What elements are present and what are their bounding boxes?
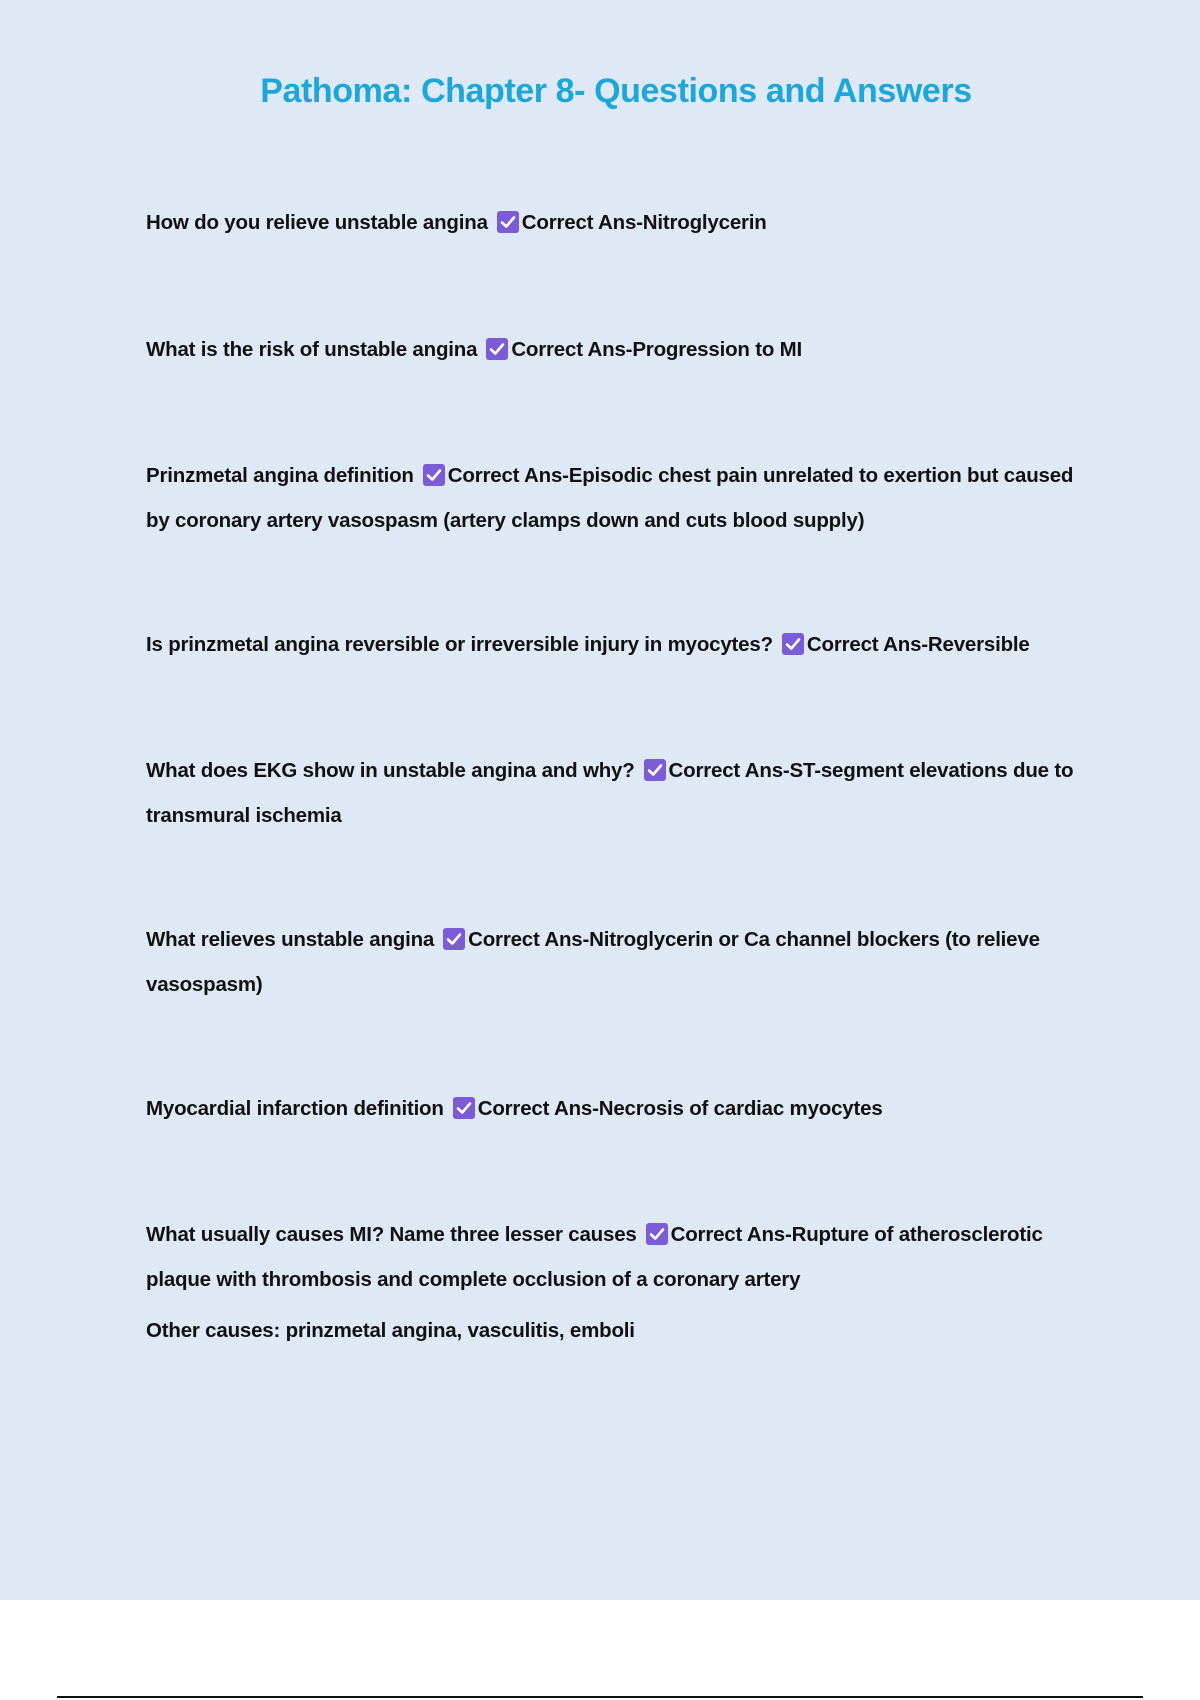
checkbox-checked-icon [453,1097,475,1119]
question-text: Prinzmetal angina definition [146,464,414,487]
qa-item-8 [146,1212,1096,1353]
question-text: What is the risk of unstable angina [146,338,478,361]
checkbox-checked-icon [644,759,666,781]
answer-text: Correct Ans-Necrosis of cardiac myocytes [477,1097,883,1120]
qa-item-2 [146,327,1096,372]
question-text: What relieves unstable angina [146,928,435,951]
checkbox-checked-icon [423,464,445,486]
qa-item-7 [146,1086,1096,1131]
answer-text: Correct Ans-Rupture of atherosclerotic plaque with thrombosis and complete occlusion of a coronary artery [146,1223,1043,1291]
answer-text: Correct Ans-Progression to MI [511,338,803,361]
question-text: What does EKG show in unstable angina and why? [146,759,635,782]
answer-text: Correct Ans-Nitroglycerin or Ca channel blockers (to relieve vasospasm) [146,928,1040,996]
answer-text: Correct Ans-Reversible [806,633,1030,656]
checkbox-checked-icon [486,338,508,360]
checkbox-checked-icon [782,633,804,655]
checkbox-checked-icon [497,211,519,233]
qa-item-3 [146,453,1096,543]
question-text: Myocardial infarction definition [146,1097,444,1120]
qa-item-5 [146,748,1096,838]
question-text: How do you relieve unstable angina [146,211,488,234]
other-causes-text: Other causes: prinzmetal angina, vasculitis, emboli [146,1319,635,1342]
answer-text: Correct Ans-ST-segment elevations due to transmural ischemia [146,759,1074,827]
checkbox-checked-icon [646,1223,668,1245]
answer-text: Correct Ans-Episodic chest pain unrelated to exertion but caused by coronary artery vasospasm (artery clamps down and cuts blood supply) [146,464,1074,532]
qa-item-6 [146,917,1096,1007]
page-title: Pathoma: Chapter 8- Questions and Answers [260,72,972,110]
checkbox-checked-icon [443,928,465,950]
answer-text: Correct Ans-Nitroglycerin [521,211,767,234]
qa-item-1 [146,200,1096,245]
footer-rule [57,1696,1143,1698]
question-text: Is prinzmetal angina reversible or irreversible injury in myocytes? [146,633,773,656]
qa-item-4 [146,622,1096,667]
question-text: What usually causes MI? Name three lesser causes [146,1223,637,1246]
